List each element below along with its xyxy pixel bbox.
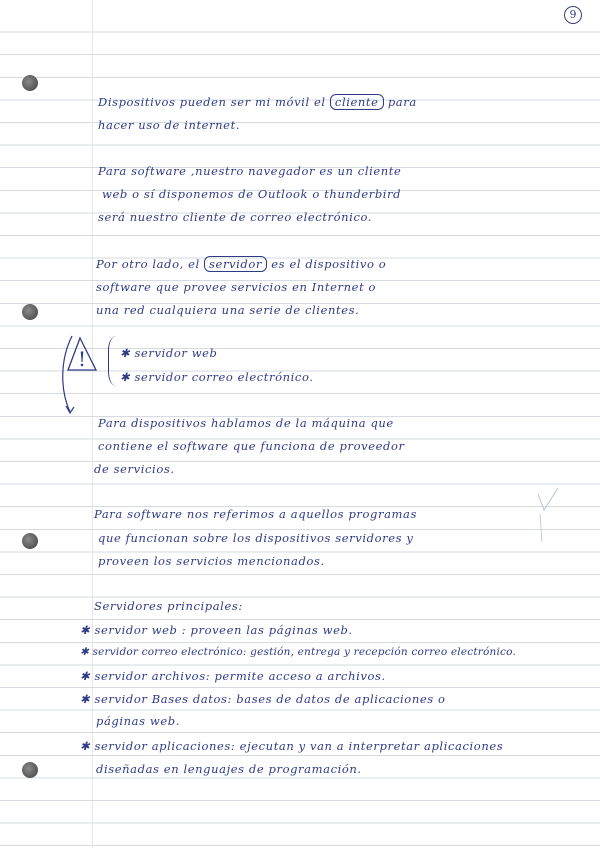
note-text-part: es el dispositivo o: [271, 257, 387, 271]
note-line: ✱ servidor web: [120, 346, 218, 360]
note-line: ✱ servidor aplicaciones: ejecutan y van a interpretar aplicaciones: [80, 739, 504, 753]
note-text-part: Por otro lado, el: [96, 257, 205, 271]
boxed-word-servidor: servidor: [204, 256, 267, 272]
note-text-part: Dispositivos pueden ser mi móvil el: [98, 95, 330, 109]
boxed-word-cliente: cliente: [330, 94, 384, 110]
pencil-checkmark-icon: [534, 486, 564, 546]
note-text-part: para: [387, 95, 417, 109]
note-line: proveen los servicios mencionados.: [98, 554, 325, 568]
note-line: Para software nos referimos a aquellos programas: [94, 507, 417, 521]
note-line: ✱ servidor web : proveen las páginas web.: [80, 623, 353, 637]
punch-hole: [22, 533, 38, 549]
note-line: [96, 256, 386, 272]
punch-hole: [22, 75, 38, 91]
note-line: software que provee servicios en Internet o: [96, 280, 377, 294]
note-line: Para software ,nuestro navegador es un cliente: [98, 164, 402, 178]
note-line: una red cualquiera una serie de clientes.: [96, 303, 360, 317]
note-line: páginas web.: [96, 714, 180, 728]
note-line: Para dispositivos hablamos de la máquina que: [98, 416, 394, 430]
punch-hole: [22, 762, 38, 778]
page-number: 9: [564, 6, 582, 24]
note-line: ✱ servidor correo electrónico: gestión, entrega y recepción correo electrónico.: [80, 646, 516, 658]
punch-hole: [22, 304, 38, 320]
note-line: que funcionan sobre los dispositivos servidores y: [98, 531, 414, 545]
note-line: diseñadas en lenguajes de programación.: [96, 762, 362, 776]
note-line: ✱ servidor Bases datos: bases de datos de aplicaciones o: [80, 692, 446, 706]
curly-bracket: [108, 336, 117, 386]
note-line: [98, 94, 417, 110]
margin-line: [92, 0, 93, 848]
note-line: será nuestro cliente de correo electrónico.: [98, 210, 373, 224]
note-line: Servidores principales:: [94, 599, 243, 613]
note-line: ✱ servidor correo electrónico.: [120, 370, 314, 384]
note-line: contiene el software que funciona de proveedor: [98, 439, 405, 453]
note-line: hacer uso de internet.: [98, 118, 241, 132]
note-line: de servicios.: [94, 462, 175, 476]
note-line: web o sí disponemos de Outlook o thunderbird: [102, 187, 402, 201]
note-line: ✱ servidor archivos: permite acceso a archivos.: [80, 669, 386, 683]
warning-symbol-text: !: [78, 347, 87, 371]
